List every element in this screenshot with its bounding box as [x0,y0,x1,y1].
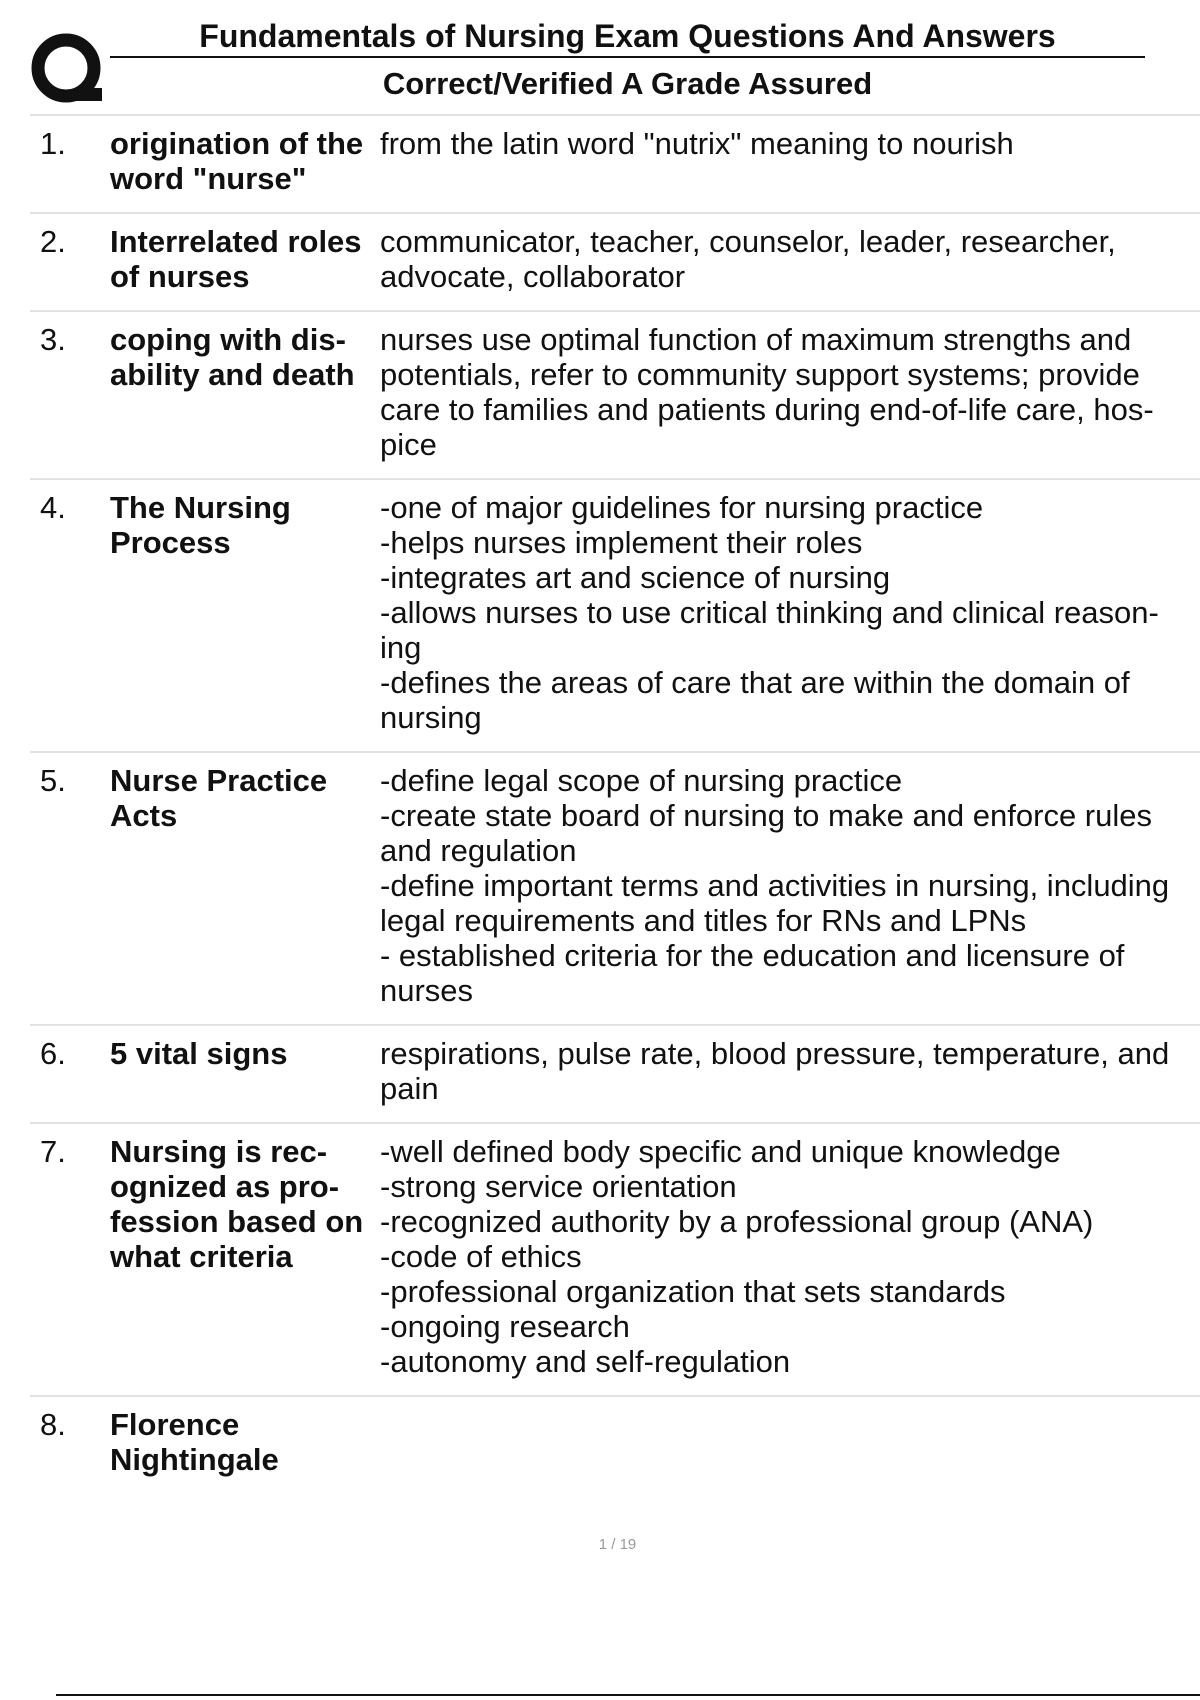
answer-definition [380,126,1200,196]
answer-definition [380,1134,1200,1379]
question-number: 2. [40,224,66,259]
term-line: what criteria [110,1239,293,1274]
qa-row [30,214,1200,312]
term-line: Nightingale [110,1442,279,1477]
term-line: origination of the [110,126,364,161]
definition-line: -helps nurses implement their roles [380,525,863,560]
term-line: coping with dis- [110,322,346,357]
definition-line: -recognized authority by a professional group (ANA) [380,1204,1094,1239]
definition-line: -allows nurses to use critical thinking and clinical reason- [380,595,1159,630]
title-divider [110,56,1145,58]
definition-line: -define important terms and activities in nursing, including [380,868,1170,903]
term-line: ability and death [110,357,355,392]
definition-line: -strong service orientation [380,1169,737,1204]
term-line: Interrelated roles [110,224,362,259]
question-number: 1. [40,126,66,161]
question-term [110,322,380,462]
qa-row [30,1124,1200,1397]
answer-definition [380,1036,1200,1106]
answer-definition [380,322,1200,462]
quizlet-q-logo [30,30,108,110]
answer-definition [380,763,1200,1008]
question-term [110,490,380,735]
question-term [110,224,380,294]
question-number: 8. [40,1407,66,1442]
definition-line: pice [380,427,437,462]
question-number: 5. [40,763,66,798]
answer-definition [380,1407,1200,1477]
question-number: 3. [40,322,66,357]
definition-line: -defines the areas of care that are within the domain of [380,665,1130,700]
question-number: 4. [40,490,66,525]
term-line: of nurses [110,259,250,294]
term-line: Nursing is rec- [110,1134,328,1169]
definition-line: advocate, collaborator [380,259,686,294]
definition-line: care to families and patients during end-of-life care, hos- [380,392,1154,427]
definition-line: communicator, teacher, counselor, leader, researcher, [380,224,1116,259]
question-term [110,1407,380,1477]
term-line: Acts [110,798,178,833]
qa-row [30,312,1200,480]
qa-row [30,116,1200,214]
qa-row [30,480,1200,753]
definition-line: -create state board of nursing to make and enforce rules [380,798,1152,833]
term-line: The Nursing [110,490,291,525]
term-line: 5 vital signs [110,1036,288,1071]
document-subtitle: Correct/Verified A Grade Assured [382,66,873,101]
definition-line: potentials, refer to community support systems; provide [380,357,1140,392]
question-term [110,1134,380,1379]
definition-line: pain [380,1071,439,1106]
footer-divider [56,1694,1200,1696]
definition-line: legal requirements and titles for RNs and LPNs [380,903,1027,938]
qa-row [30,1397,1200,1493]
definition-line: nursing [380,700,482,735]
definition-line: nurses use optimal function of maximum strengths and [380,322,1132,357]
definition-line: -well defined body specific and unique knowledge [380,1134,1061,1169]
term-line: word "nurse" [110,161,307,196]
question-term [110,1036,380,1106]
definition-line: -one of major guidelines for nursing practice [380,490,984,525]
definition-line: -integrates art and science of nursing [380,560,891,595]
term-line: fession based on [110,1204,364,1239]
document-title: Fundamentals of Nursing Exam Questions And Answers [199,18,1056,54]
qa-row [30,753,1200,1026]
definition-line: respirations, pulse rate, blood pressure, temperature, and [380,1036,1170,1071]
definition-line: -autonomy and self-regulation [380,1344,791,1379]
answer-definition [380,490,1200,735]
definition-line: -professional organization that sets standards [380,1274,1006,1309]
definition-line: - established criteria for the education and licensure of [380,938,1125,973]
definition-line: ing [380,630,422,665]
question-number: 6. [40,1036,66,1071]
question-number: 7. [40,1134,66,1169]
qa-row [30,1026,1200,1124]
term-line: Process [110,525,231,560]
answer-definition [380,224,1200,294]
term-line: Florence [110,1407,240,1442]
definition-line: from the latin word "nutrix" meaning to nourish [380,126,1014,161]
question-term [110,763,380,1008]
page-indicator: 1 / 19 [598,1536,637,1553]
definition-line: nurses [380,973,474,1008]
definition-line: -ongoing research [380,1309,630,1344]
definition-line: -code of ethics [380,1239,582,1274]
definition-line: -define legal scope of nursing practice [380,763,903,798]
term-line: ognized as pro- [110,1169,340,1204]
qa-list [30,116,1200,1493]
term-line: Nurse Practice [110,763,328,798]
question-term [110,126,380,196]
definition-line: and regulation [380,833,577,868]
